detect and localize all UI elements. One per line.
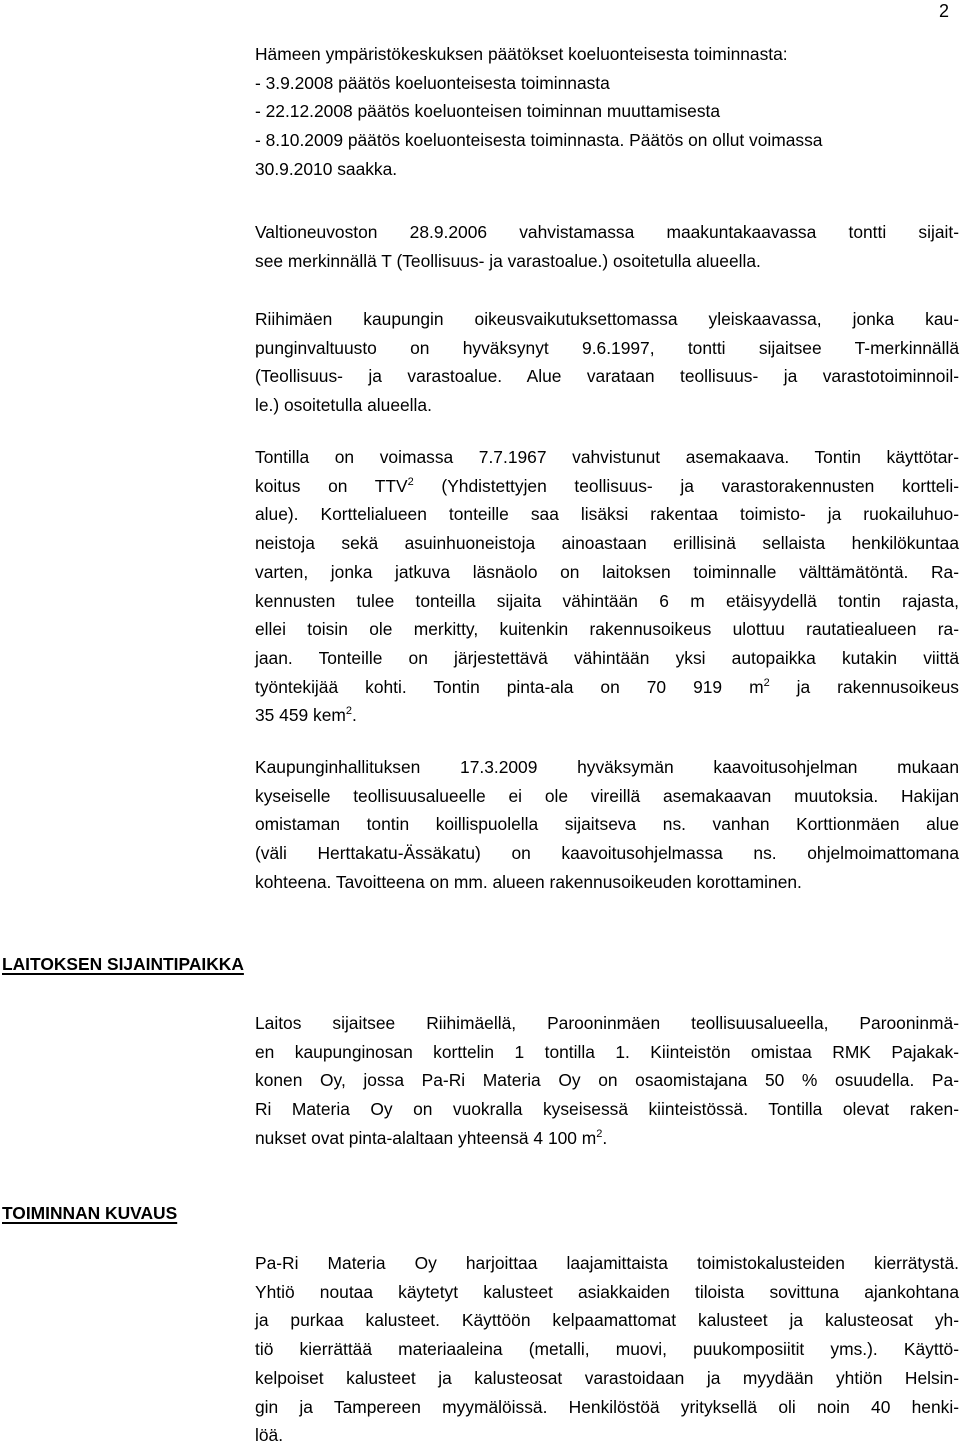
paragraph-line: omistaman tontin koillispuolella sijaitseva ns. vanhan Korttionmäen alue [255,814,959,835]
paragraph-line: (väli Herttakatu-Ässäkatu) on kaavoitusohjelmassa ns. ohjelmoimattomana [255,843,959,864]
paragraph-line: Riihimäen kaupungin oikeusvaikutuksettomassa yleiskaavassa, jonka kau- [255,309,959,329]
paragraph-line: Laitos sijaitsee Riihimäellä, Parooninmäen teollisuusalueella, Parooninmä- [255,1013,959,1033]
paragraph-line: ellei toisin ole merkitty, kuitenkin rakennusoikeus ulottuu rautatiealueen ra- [255,619,959,640]
paragraph-line: tiö kierrättää materiaaleina (metalli, muovi, puukomposiitit yms.). Käyttö- [255,1339,959,1360]
paragraph-line: Valtioneuvoston 28.9.2006 vahvistamassa maakuntakaavassa tontti sijait- [255,222,959,242]
sijainti-paragraph [255,1009,959,1153]
paragraph-line: Kaupunginhallituksen 17.3.2009 hyväksymän kaavoitusohjelman mukaan [255,757,959,777]
paragraph-line: konen Oy, jossa Pa-Ri Materia Oy on osaomistajana 50 % osuudella. Pa- [255,1070,959,1091]
paragraph-line: le.) osoitetulla alueella. [255,395,432,416]
paragraph-line: kohteena. Tavoitteena on mm. alueen rakennusoikeuden korottaminen. [255,871,802,892]
paragraph-line: nukset ovat pinta-alaltaan yhteensä 4 100 $m^2$. [255,1127,608,1148]
paragraph-line: Yhtiö noutaa käytetyt kalusteet asiakkaiden tiloista sovittuna ajankohtana [255,1281,959,1302]
toiminta-paragraph [255,1249,959,1450]
decision-item: - 8.10.2009 päätös koeluonteisesta toiminnasta. Päätös on ollut voimassa [255,130,823,151]
superscript: 2 [763,676,770,689]
decision-item: - 22.12.2008 päätös koeluonteisen toiminnan muuttamisesta [255,101,721,122]
decisions-title: Hämeen ympäristökeskuksen päätökset koeluonteisesta toiminnasta: [255,44,788,64]
decision-item: - 3.9.2008 päätös koeluonteisesta toiminnasta [255,72,610,93]
decisions-section [255,40,959,184]
paragraph-line: gin ja Tampereen myymälöissä. Henkilöstöä yrityksellä oli noin 40 henki- [255,1396,959,1417]
paragraph-line: neistoja sekä asuinhuoneistoja ainoastaan erillisinä sellaista henkilökuntaa [255,533,959,554]
paragraph-line: Ri Materia Oy on vuokralla kyseisessä kiinteistössä. Tontilla olevat raken- [255,1099,959,1120]
superscript: 2 [596,1127,603,1140]
superscript: 2 [407,475,414,488]
superscript: 2 [345,705,353,718]
section-heading-toiminta: TOIMINNAN KUVAUS [2,1203,178,1223]
paragraph-line: löä. [255,1425,284,1446]
asemakaava-paragraph [255,443,959,730]
paragraph-line: punginvaltuusto on hyväksynyt 9.6.1997, tontti sijaitsee T-merkinnällä [255,337,959,358]
paragraph-line: työntekijää kohti. Tontin pinta-ala on 70 919 $m^2$ ja rakennusoikeus [255,676,959,697]
paragraph-line: kyseiselle teollisuusalueelle ei ole vireillä asemakaavan muutoksia. Hakijan [255,785,959,806]
paragraph-line: en kaupunginosan korttelin 1 tontilla 1. Kiinteistön omistaa RMK Pajakak- [255,1041,959,1062]
paragraph-line: 35 459 kem$^2$. [255,705,357,726]
section-heading-sijainti: LAITOKSEN SIJAINTIPAIKKA [2,954,244,974]
paragraph-line: koitus on TTV$^2$ (Yhdistettyjen teollisuus- ja varastorakennusten kortteli- [255,475,959,496]
paragraph-line: kennusten tulee tonteilla sijaita vähintään 6 m etäisyydellä tontin rajasta, [255,590,959,611]
paragraph-line: (Teollisuus- ja varastoalue. Alue varataan teollisuus- ja varastotoiminnoil- [255,366,959,387]
paragraph-line: kelpoiset kalusteet ja kalusteosat varastoidaan ja myydään yhtiön Helsin- [255,1367,959,1388]
kaavoitusohjelma-paragraph [255,753,959,897]
paragraph-line: see merkinnällä T (Teollisuus- ja varastoalue.) osoitetulla alueella. [255,250,761,271]
paragraph-line: ja purkaa kalusteet. Käyttöön kelpaamattomat kalusteet ja kalusteosat yh- [255,1310,959,1331]
maakuntakaava-paragraph [255,218,959,275]
decision-item: 30.9.2010 saakka. [255,158,398,179]
paragraph-line: jaan. Tonteille on järjestettävä vähintään yksi autopaikka kutakin viittä [255,647,959,668]
yleiskaava-paragraph [255,305,959,420]
paragraph-line: Tontilla on voimassa 7.7.1967 vahvistunut asemakaava. Tontin käyttötar- [255,447,959,467]
paragraph-line: alue). Korttelialueen tonteille saa lisäksi rakentaa toimisto- ja ruokailuhuo- [255,504,959,525]
page-number: 2 [938,1,949,21]
paragraph-line: Pa-Ri Materia Oy harjoittaa laajamittaista toimistokalusteiden kierrätystä. [255,1253,959,1273]
paragraph-line: varten, jonka jatkuva läsnäolo on laitoksen toiminnalle välttämätöntä. Ra- [255,561,959,582]
